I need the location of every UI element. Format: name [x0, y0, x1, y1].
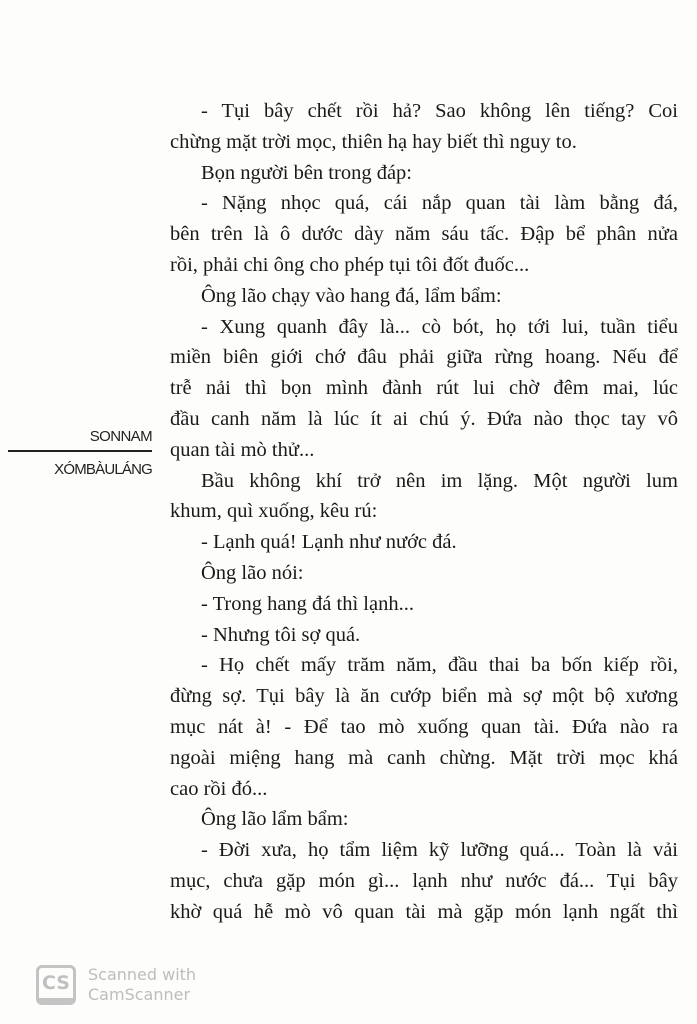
- text-line: - Họ chết mấy trăm năm, đầu thai ba bốn kiếp rồi,: [201, 654, 678, 677]
- text-line: - Xung quanh đây là... cò bót, họ tới lui, tuần tiểu: [201, 315, 678, 338]
- camscanner-watermark: [36, 965, 196, 1005]
- author-name: SONNAM: [89, 428, 152, 445]
- watermark-line-2: CamScanner: [88, 985, 191, 1004]
- text-line: Ông lão chạy vào hang đá, lẩm bẩm:: [201, 284, 502, 307]
- text-line: đầu canh năm là lúc ít ai chú ý. Đứa nào thọc tay vô: [170, 407, 678, 430]
- text-line: chừng mặt trời mọc, thiên hạ hay biết thì nguy to.: [170, 130, 577, 153]
- text-line: rồi, phải chi ông cho phép tụi tôi đốt đuốc...: [170, 253, 530, 276]
- text-line: mục nát à! - Để tao mò xuống quan tài. Đứa nào ra: [170, 715, 678, 738]
- text-line: cao rồi đó...: [170, 777, 268, 800]
- text-line: - Trong hang đá thì lạnh...: [201, 592, 414, 615]
- text-line: khum, quì xuống, kêu rú:: [170, 500, 378, 523]
- header-divider: [8, 450, 152, 452]
- text-line: Ông lão nói:: [201, 561, 304, 584]
- running-header: [8, 428, 152, 478]
- text-line: - Đời xưa, họ tẩm liệm kỹ lưỡng quá... Toàn là vải: [201, 839, 678, 862]
- text-line: quan tài mò thử...: [170, 438, 315, 461]
- text-line: - Nặng nhọc quá, cái nắp quan tài làm bằng đá,: [201, 192, 678, 215]
- text-line: ngoài miệng hang mà canh chừng. Mặt trời mọc khá: [170, 746, 678, 769]
- text-line: mục, chưa gặp món gì... lạnh như nước đá... Tụi bây: [170, 869, 678, 892]
- text-line: bên trên là ô dước dày năm sáu tấc. Đập bể phân nửa: [170, 223, 678, 246]
- text-line: Ông lão lẩm bẩm:: [201, 808, 349, 831]
- text-line: - Nhưng tôi sợ quá.: [201, 623, 361, 646]
- text-line: đừng sợ. Tụi bây là ăn cướp biển mà sợ một bộ xương: [170, 685, 678, 708]
- watermark-line-1: Scanned with: [88, 965, 197, 984]
- text-line: khờ quá hễ mò vô quan tài mà gặp món lạnh ngất thì: [170, 900, 678, 923]
- text-line: - Lạnh quá! Lạnh như nước đá.: [201, 531, 457, 554]
- text-line: Bầu không khí trở nên im lặng. Một người lum: [201, 469, 678, 492]
- text-line: miền biên giới chớ đâu phải giữa rừng hoang. Nếu để: [170, 346, 678, 369]
- text-line: trễ nải thì bọn mình đành rút lui chờ đêm mai, lúc: [170, 377, 678, 400]
- body-text: [170, 96, 678, 928]
- book-title: XÓMBÀULÁNG: [54, 460, 152, 478]
- text-line: Bọn người bên trong đáp:: [201, 161, 412, 184]
- text-line: - Tụi bây chết rồi hả? Sao không lên tiếng? Coi: [201, 100, 678, 122]
- camscanner-logo-icon: CS: [36, 965, 76, 1005]
